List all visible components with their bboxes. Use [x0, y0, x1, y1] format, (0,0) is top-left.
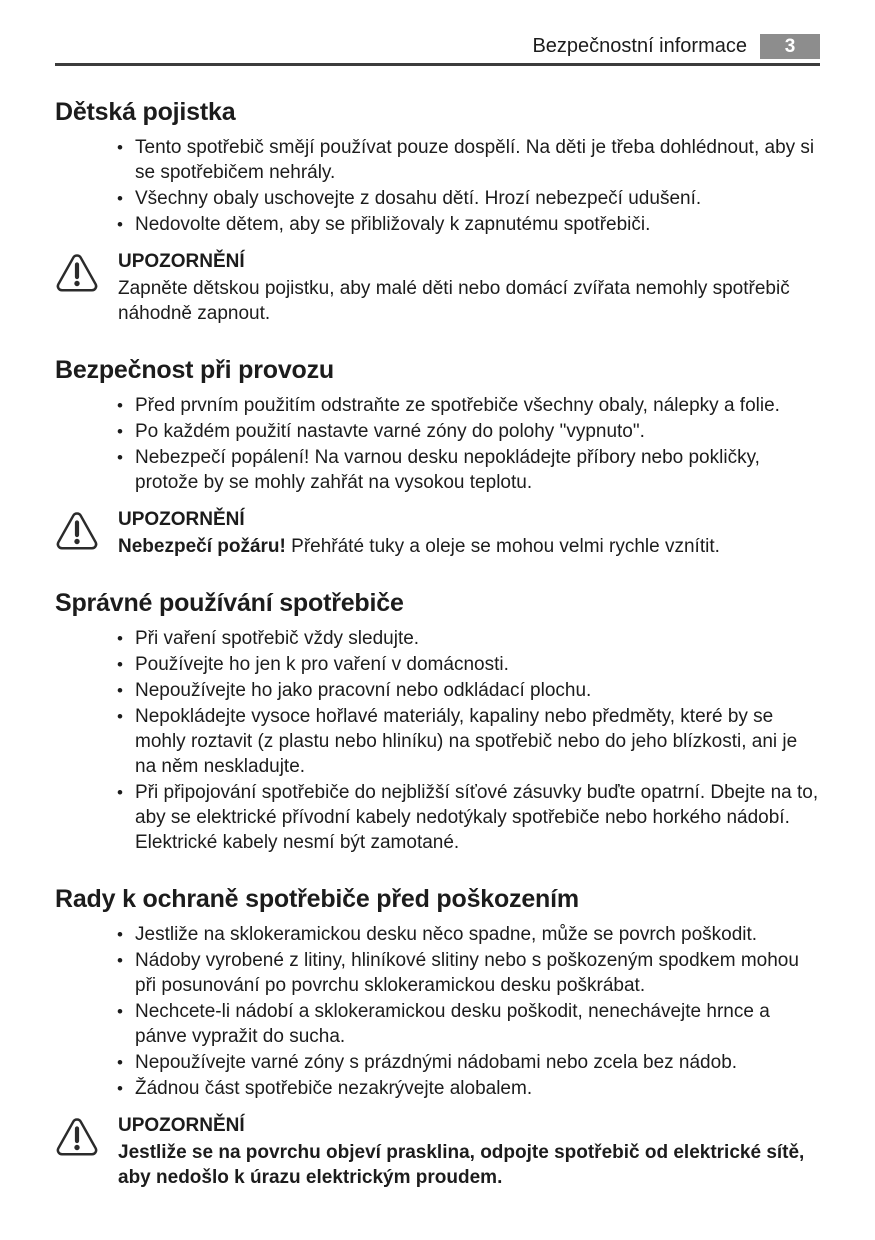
- list-item: • Nebezpečí popálení! Na varnou desku nepokládejte příbory nebo pokličky, protože by se mohly zahřát na vysokou teplotu.: [115, 445, 820, 495]
- warning-title: UPOZORNĚNÍ: [118, 509, 245, 530]
- list-item: • Před prvním použitím odstraňte ze spotřebiče všechny obaly, nálepky a folie.: [115, 393, 820, 418]
- list-item: • Nepoužívejte ho jako pracovní nebo odkládací plochu.: [115, 678, 820, 703]
- page-number-badge: [760, 34, 820, 59]
- header-title: Bezpečnostní informace: [532, 35, 747, 57]
- warning-content: [118, 250, 820, 326]
- warning-title: UPOZORNĚNÍ: [118, 251, 245, 272]
- section-heading-correct-use: Správné používání spotřebiče: [55, 589, 404, 617]
- warning-icon: [55, 508, 99, 555]
- bullet-list-operation-safety: [55, 393, 820, 495]
- warning-content: [118, 1114, 820, 1190]
- list-item: • Jestliže na sklokeramickou desku něco spadne, může se povrch poškodit.: [115, 922, 820, 947]
- warning-text: Zapněte dětskou pojistku, aby malé děti nebo domácí zvířata nemohly spotřebič náhodně zapnout.: [118, 278, 790, 324]
- page-header: [55, 34, 820, 59]
- page-number: 3: [784, 35, 796, 57]
- list-item: • Nádoby vyrobené z litiny, hliníkové slitiny nebo s poškozeným spodkem mohou při posunování po povrchu sklokeramickou desku poškrábat.: [115, 948, 820, 998]
- list-item: • Používejte ho jen k pro vaření v domácnosti.: [115, 652, 820, 677]
- warning-text-lead: Nebezpečí požáru!: [118, 536, 286, 557]
- list-item: • Po každém použití nastavte varné zóny do polohy "vypnuto".: [115, 419, 820, 444]
- list-item: • Žádnou část spotřebiče nezakrývejte alobalem.: [115, 1076, 820, 1101]
- bullet-list-child-lock: [55, 135, 820, 237]
- section-heading-operation-safety: Bezpečnost při provozu: [55, 356, 334, 384]
- warning-icon: [55, 1114, 99, 1161]
- bullet-list-correct-use: [55, 626, 820, 855]
- warning-text-rest: Přehřáté tuky a oleje se mohou velmi rychle vznítit.: [285, 536, 720, 557]
- warning-title: UPOZORNĚNÍ: [118, 1115, 245, 1136]
- list-item: • Nechcete-li nádobí a sklokeramickou desku poškodit, nenechávejte hrnce a pánve vypražit do sucha.: [115, 999, 820, 1049]
- warning-text: Jestliže se na povrchu objeví prasklina, odpojte spotřebič od elektrické sítě, aby nedošlo k úrazu elektrickým proudem.: [118, 1142, 805, 1188]
- warning-text: [118, 534, 820, 559]
- warning-icon: [55, 250, 99, 297]
- warning-block-child-lock: [55, 250, 820, 326]
- list-item: • Při vaření spotřebič vždy sledujte.: [115, 626, 820, 651]
- section-heading-child-lock: Dětská pojistka: [55, 98, 236, 126]
- list-item: • Nedovolte dětem, aby se přibližovaly k zapnutému spotřebiči.: [115, 212, 820, 237]
- list-item: • Nepokládejte vysoce hořlavé materiály, kapaliny nebo předměty, které by se mohly roztavit (z plastu nebo hliníku) na spotřebič nebo do jeho blízkosti, ani je na něm neskladujte.: [115, 704, 820, 779]
- warning-block-fire: [55, 508, 820, 559]
- header-rule: [55, 63, 820, 66]
- section-heading-damage-protection: Rady k ochraně spotřebiče před poškozením: [55, 885, 579, 913]
- list-item: • Při připojování spotřebiče do nejbližší síťové zásuvky buďte opatrní. Dbejte na to, aby se elektrické přívodní kabely nedotýkaly spotřebiče nebo horkého nádobí. Elektrické kabely nesmí být zamotané.: [115, 780, 820, 855]
- warning-block-crack: [55, 1114, 820, 1190]
- bullet-list-damage-protection: [55, 922, 820, 1101]
- warning-content: [118, 508, 820, 559]
- list-item: • Tento spotřebič smějí používat pouze dospělí. Na děti je třeba dohlédnout, aby si se spotřebičem nehrály.: [115, 135, 820, 185]
- list-item: • Nepoužívejte varné zóny s prázdnými nádobami nebo zcela bez nádob.: [115, 1050, 820, 1075]
- list-item: • Všechny obaly uschovejte z dosahu dětí. Hrozí nebezpečí udušení.: [115, 186, 820, 211]
